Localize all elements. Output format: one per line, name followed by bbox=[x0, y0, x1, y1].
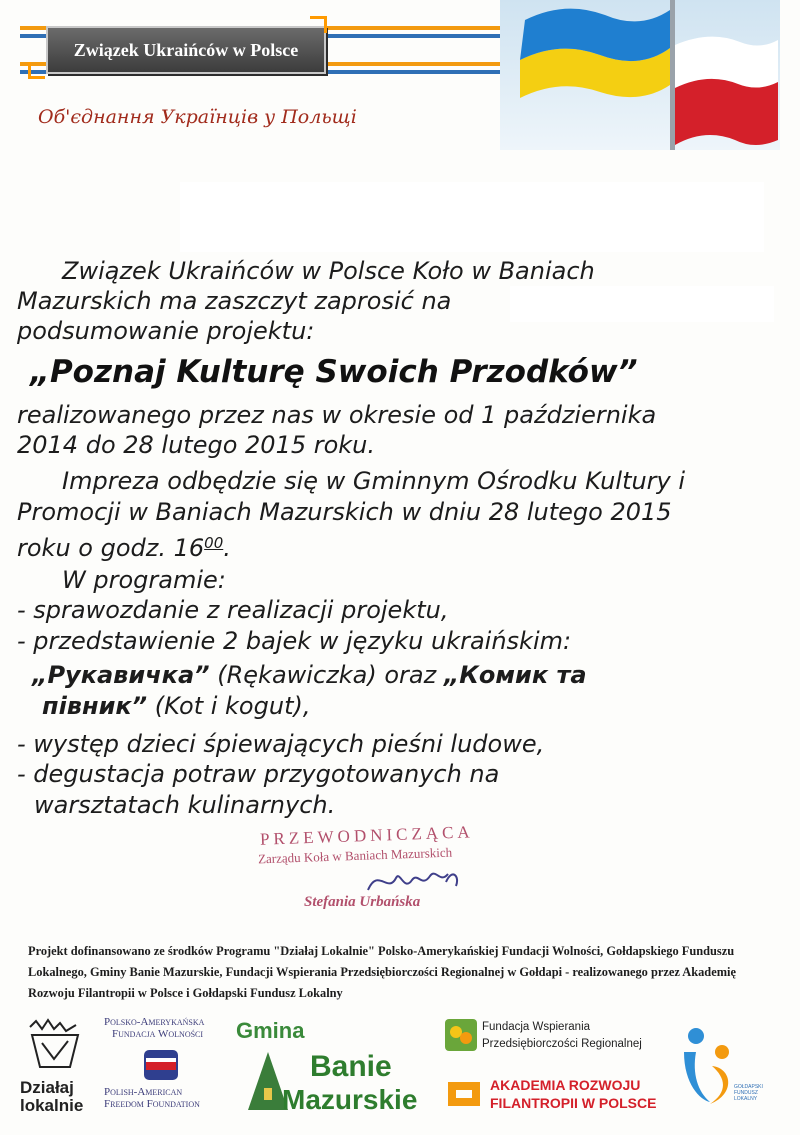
fwpr-logo: Fundacja Wspierania Przedsiębiorczości Regionalnej bbox=[444, 1018, 674, 1058]
ua-pl-flags-image bbox=[500, 0, 780, 150]
paragraph-line: Impreza odbędzie się w Gminnym Ośrodku Kultury i bbox=[62, 467, 686, 495]
header-banner bbox=[0, 0, 800, 150]
project-title: „Poznaj Kulturę Swoich Przodków” bbox=[30, 354, 638, 390]
program-item: warsztatach kulinarnych. bbox=[34, 791, 336, 819]
paragraph-line: Promocji w Baniach Mazurskich w dniu 28 lutego 2015 bbox=[17, 498, 672, 526]
arfp-logo: AKADEMIA ROZWOJU FILANTROPII W POLSCE bbox=[444, 1076, 674, 1116]
stamp-board: Zarządu Koła w Baniach Mazurskich bbox=[257, 844, 453, 867]
fwpr-icon bbox=[444, 1018, 478, 1052]
paragraph-line: roku o godz. $16^{00}$. bbox=[17, 534, 231, 562]
paragraph-line: Mazurskich ma zaszczyt zaprosić na bbox=[17, 287, 452, 315]
paragraph-line: podsumowanie projektu: bbox=[17, 317, 315, 345]
paragraph-line: Związek Ukraińców w Polsce Koło w Baniach bbox=[62, 257, 595, 285]
program-item: - występ dzieci śpiewających pieśni ludowe, bbox=[17, 730, 545, 758]
pafw-flag-icon bbox=[142, 1048, 180, 1082]
redacted-area bbox=[510, 286, 774, 322]
org-logo bbox=[46, 26, 326, 74]
paragraph-line: 2014 do 28 lutego 2015 roku. bbox=[17, 431, 376, 459]
stamp-role: PRZEWODNICZĄCA bbox=[259, 822, 474, 849]
program-item: „Рукавичка” (Rękawiczka) oraz „Комик та bbox=[32, 661, 587, 689]
program-heading: W programie: bbox=[62, 566, 226, 594]
pafw-logo: Polsko-Amerykańska Fundacja Wolności Polish-American Freedom Foundation bbox=[104, 1016, 205, 1110]
program-item: - przedstawienie 2 bajek w języku ukraińskim: bbox=[17, 627, 572, 655]
stamp-name: Stefania Urbańska bbox=[304, 894, 421, 910]
program-item: півник” (Kot i kogut), bbox=[42, 692, 311, 720]
funding-note: Projekt dofinansowano ze środków Programu "Działaj Lokalnie" Polsko-Amerykańskiej Fundacji Wolności, Gołdapskiego Funduszu Lokalnego, Gminy Banie Mazurskie, Fundacji Wspierania Przedsiębiorczości Regionalnej w Gołdapi - realizowanego przez Akademię Rozwoju Filantropii w Polsce i Gołdapski Fundusz Lokalny bbox=[28, 944, 736, 1000]
time-superscript: 00 bbox=[204, 534, 224, 552]
arfp-icon bbox=[444, 1078, 484, 1110]
dzialaj-lokalnie-icon bbox=[20, 1015, 90, 1073]
program-item: - sprawozdanie z realizacji projektu, bbox=[17, 596, 449, 624]
dzialaj-lokalnie-logo: Działaj lokalnie bbox=[20, 1015, 90, 1125]
org-name-ukrainian: Об'єднання Українців у Польщі bbox=[38, 106, 357, 128]
gmina-banie-logo: Gmina Banie Mazurskie bbox=[236, 1018, 418, 1115]
paragraph-line: realizowanego przez nas w okresie od 1 października bbox=[17, 401, 657, 429]
gfl-figures-icon bbox=[680, 1024, 740, 1108]
org-name: Związek Ukraińców w Polsce bbox=[73, 39, 299, 60]
redacted-area bbox=[180, 182, 764, 252]
program-item: - degustacja potraw przygotowanych na bbox=[17, 760, 500, 788]
goldapski-fundusz-logo: GOŁDAPSKI FUNDUSZ LOKALNY bbox=[680, 1024, 780, 1124]
